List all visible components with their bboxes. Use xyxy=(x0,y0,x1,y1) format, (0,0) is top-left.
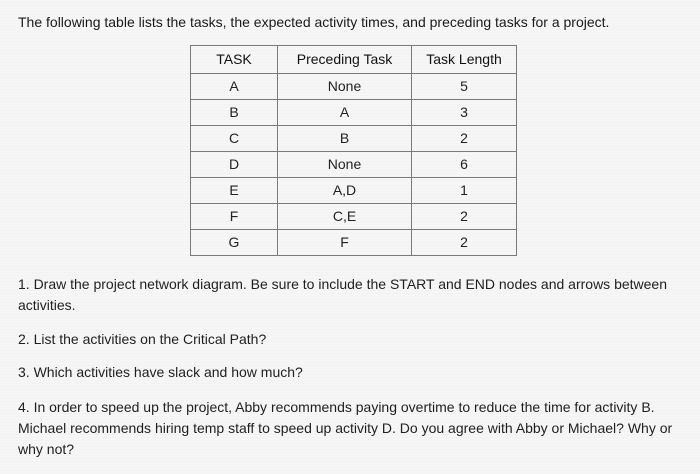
task-length-cell: 2 xyxy=(412,204,517,230)
intro-text: The following table lists the tasks, the expected activity times, and preceding tasks for a project. xyxy=(18,14,610,30)
task-length-cell: 5 xyxy=(412,74,517,100)
table-row xyxy=(191,152,517,178)
question-4: 4. In order to speed up the project, Abby recommends paying overtime to reduce the time for activity B. Michael recommends hiring temp staff to speed up activity D. Do you agree with Abby or Michael? Why or why not? xyxy=(18,399,673,457)
task-cell: D xyxy=(191,152,278,178)
preceding-task-cell: A,D xyxy=(278,178,412,204)
task-cell: B xyxy=(191,100,278,126)
table-row xyxy=(191,74,517,100)
table-row xyxy=(191,126,517,152)
preceding-task-cell: None xyxy=(278,152,412,178)
task-cell: A xyxy=(191,74,278,100)
column-header-task: TASK xyxy=(191,46,278,74)
task-length-cell: 2 xyxy=(412,126,517,152)
task-length-cell: 6 xyxy=(412,152,517,178)
task-table xyxy=(190,45,517,256)
preceding-task-cell: None xyxy=(278,74,412,100)
table-row xyxy=(191,100,517,126)
task-cell: C xyxy=(191,126,278,152)
column-header-preceding-task: Preceding Task xyxy=(278,46,412,74)
table-row xyxy=(191,230,517,256)
table-row xyxy=(191,204,517,230)
task-length-cell: 2 xyxy=(412,230,517,256)
preceding-task-cell: B xyxy=(278,126,412,152)
column-header-task-length: Task Length xyxy=(412,46,517,74)
table-row xyxy=(191,178,517,204)
table-header-row xyxy=(191,46,517,74)
task-length-cell: 3 xyxy=(412,100,517,126)
task-cell: E xyxy=(191,178,278,204)
question-2: 2. List the activities on the Critical Path? xyxy=(18,331,267,347)
question-1: 1. Draw the project network diagram. Be sure to include the START and END nodes and arrows between activities. xyxy=(18,276,668,313)
task-cell: G xyxy=(191,230,278,256)
preceding-task-cell: C,E xyxy=(278,204,412,230)
task-cell: F xyxy=(191,204,278,230)
task-length-cell: 1 xyxy=(412,178,517,204)
question-3: 3. Which activities have slack and how much? xyxy=(18,364,303,380)
preceding-task-cell: A xyxy=(278,100,412,126)
preceding-task-cell: F xyxy=(278,230,412,256)
